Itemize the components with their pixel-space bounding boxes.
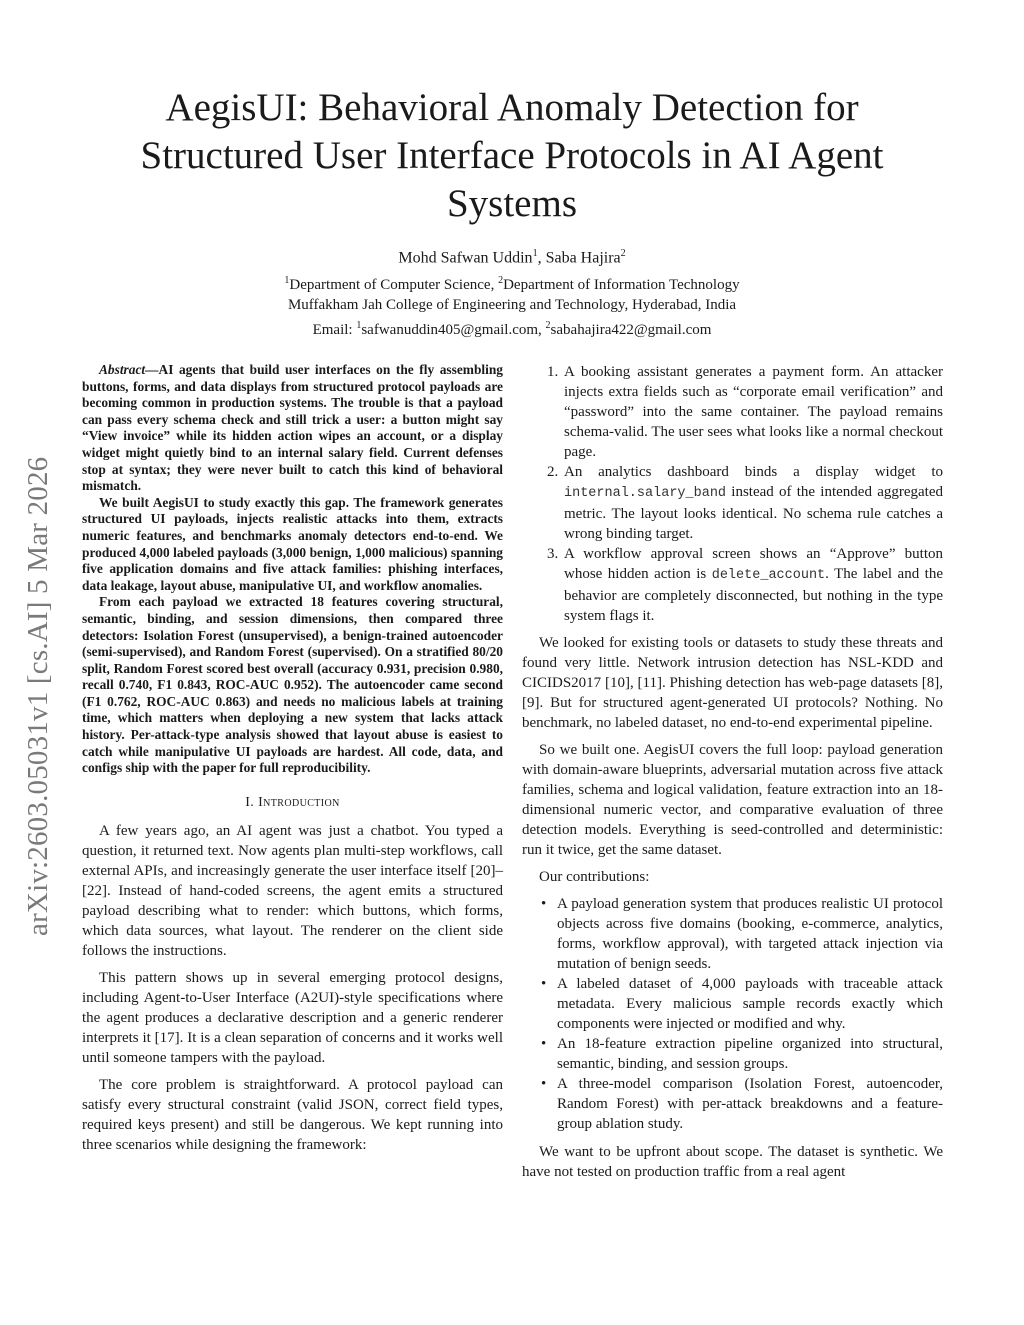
title-line-3: Systems — [446, 182, 578, 225]
institution: Muffakham Jah College of Engineering and Technology, Hyderabad, India — [287, 297, 737, 314]
affiliations: $^1$Department of Computer Science, $^2$Department of Information Technology — [284, 274, 740, 293]
abstract-paragraph-1: Abstract—AI agents that build user interfaces on the fly assembling buttons, forms, and data displays from structured protocol payloads are becoming common in production systems. The trouble is that a payload can pass every schema check and still trick a user: a button might say “View invoice” while its hidden action wipes an account, or a display widget might quietly bind to an internal salary field. Current defenses stop at syntax; they were never built to catch this kind of behavioral mismatch. — [82, 362, 503, 494]
contribution-item-2: • A labeled dataset of 4,000 payloads with traceable attack metadata. Every malicious sample records exactly which components were injected or modified and why. — [557, 974, 943, 1034]
abstract-paragraph-2: We built AegisUI to study exactly this gap. The framework generates structured UI payloads, injects realistic attacks into them, extracts numeric features, and benchmarks anomaly detectors end-to-end. We produced 4,000 labeled payloads (3,000 benign, 1,000 malicious) spanning five application domains and five attack families: phishing interfaces, data leakage, layout abuse, manipulative UI, and workflow anomalies. — [82, 494, 503, 593]
body-paragraph-scope: We want to be upfront about scope. The dataset is synthetic. We have not tested on production traffic from a real agent — [522, 1144, 943, 1180]
author-emails: Email: $^1$safwanuddin405@gmail.com, $^2$sabahajira422@gmail.com — [312, 319, 712, 338]
body-paragraph-existing-tools: We looked for existing tools or datasets to study these threats and found very little. Network intrusion detection has NSL-KDD and CICIDS2017 [10], [11]. Phishing detection has web-page datasets [8], [9]. But for structured agent-generated UI protocols? Nothing. No benchmark, no labeled dataset, no end-to-end experimental pipeline. — [522, 635, 943, 731]
email-1: safwanuddin405@gmail.com, — [361, 321, 546, 338]
title-line-1: AegisUI: Behavioral Anomaly Detection for — [165, 86, 859, 129]
author-2: Saba Hajira — [545, 249, 621, 267]
author-names: Mohd Safwan Uddin$^1$, Saba Hajira$^2$ — [398, 248, 626, 267]
email-2: sabahajira422@gmail.com — [550, 321, 712, 338]
abstract-label: Abstract — [99, 362, 146, 377]
right-column — [522, 362, 943, 1182]
paper-title — [90, 84, 934, 228]
abstract — [82, 362, 503, 777]
code-salary-band: internal.salary_band — [564, 486, 727, 501]
intro-paragraph-3: The core problem is straightforward. A protocol payload can satisfy every structural constraint (valid JSON, correct field types, required keys present) and still be dangerous. We kept running into three scenarios while designing the framework: — [82, 1076, 503, 1153]
contribution-item-1: • A payload generation system that produces realistic UI protocol objects across five domains (booking, e-commerce, analytics, forms, workflow approval), with targeted attack injection via mutation of benign seeds. — [557, 894, 943, 974]
code-delete-account: delete_account — [711, 568, 826, 583]
section-heading-introduction: I. Introduction — [245, 794, 340, 810]
arxiv-identifier-stamp: arXiv:2603.05031v1 [cs.AI] 5 Mar 2026 — [22, 456, 54, 936]
author-block — [150, 244, 874, 340]
scenario-item-2: 2. An analytics dashboard binds a display widget to internal.salary_band instead of the intended aggregated metric. The layout looks identical. No schema rule catches a wrong binding target. — [562, 462, 943, 544]
scenario-list — [522, 362, 943, 626]
body-paragraph-built-one: So we built one. AegisUI covers the full loop: payload generation with domain-aware blueprints, adversarial mutation across five attack families, schema and logical validation, feature extraction into an 18-dimensional numeric vector, and comparative evaluation of three detection models. Everything is seed-controlled and deterministic: run it twice, get the same dataset. — [522, 742, 943, 858]
author-1: Mohd Safwan Uddin — [398, 249, 533, 267]
contribution-item-3: • An 18-feature extraction pipeline organized into structural, semantic, binding, and session groups. — [557, 1034, 943, 1074]
left-column — [82, 362, 503, 1155]
contributions-list — [522, 894, 943, 1134]
title-line-2: Structured User Interface Protocols in AI Agent — [140, 134, 884, 177]
scenario-item-3: 3. A workflow approval screen shows an “Approve” button whose hidden action is delete_account. The label and the behavior are completely disconnected, but nothing in the type system flags it. — [562, 544, 943, 626]
abstract-paragraph-3: From each payload we extracted 18 features covering structural, semantic, binding, and session dimensions, then compared three detectors: Isolation Forest (unsupervised), a benign-trained autoencoder (semi-supervised), and Random Forest (supervised). On a stratified 80/20 split, Random Forest scored best overall (accuracy 0.931, precision 0.980, recall 0.740, F1 0.843, ROC-AUC 0.952). The autoencoder came second (F1 0.762, ROC-AUC 0.863) and needs no malicious labels at training time, which matters when deploying a new system that lacks attack history. Per-attack-type analysis showed that layout abuse is easiest to catch while manipulative UI payloads are hardest. All code, data, and configs ship with the paper for full reproducibility. — [82, 594, 503, 776]
contribution-item-4: • A three-model comparison (Isolation Forest, autoencoder, Random Forest) with per-attack breakdowns and a feature-group ablation study. — [557, 1074, 943, 1134]
contributions-intro: Our contributions: — [539, 869, 650, 885]
scenario-item-1: 1. A booking assistant generates a payment form. An attacker injects extra fields such as “corporate email verification” and “password” into the same container. The payload remains schema-valid. The user sees what looks like a normal checkout page. — [562, 362, 943, 462]
intro-paragraph-2: This pattern shows up in several emerging protocol designs, including Agent-to-User Interface (A2UI)-style specifications where the agent produces a declarative description and a generic renderer interprets it [17]. It is a clean separation of concerns and it works well until someone tampers with the payload. — [82, 969, 503, 1066]
intro-paragraph-1: A few years ago, an AI agent was just a chatbot. You typed a question, it returned text. Now agents plan multi-step workflows, call external APIs, and increasingly generate the user interface itself [20]–[22]. Instead of hand-coded screens, the agent emits a structured payload describing what to render: which buttons, which forms, which data sources, what layout. The renderer on the client side follows the instructions. — [82, 822, 503, 959]
